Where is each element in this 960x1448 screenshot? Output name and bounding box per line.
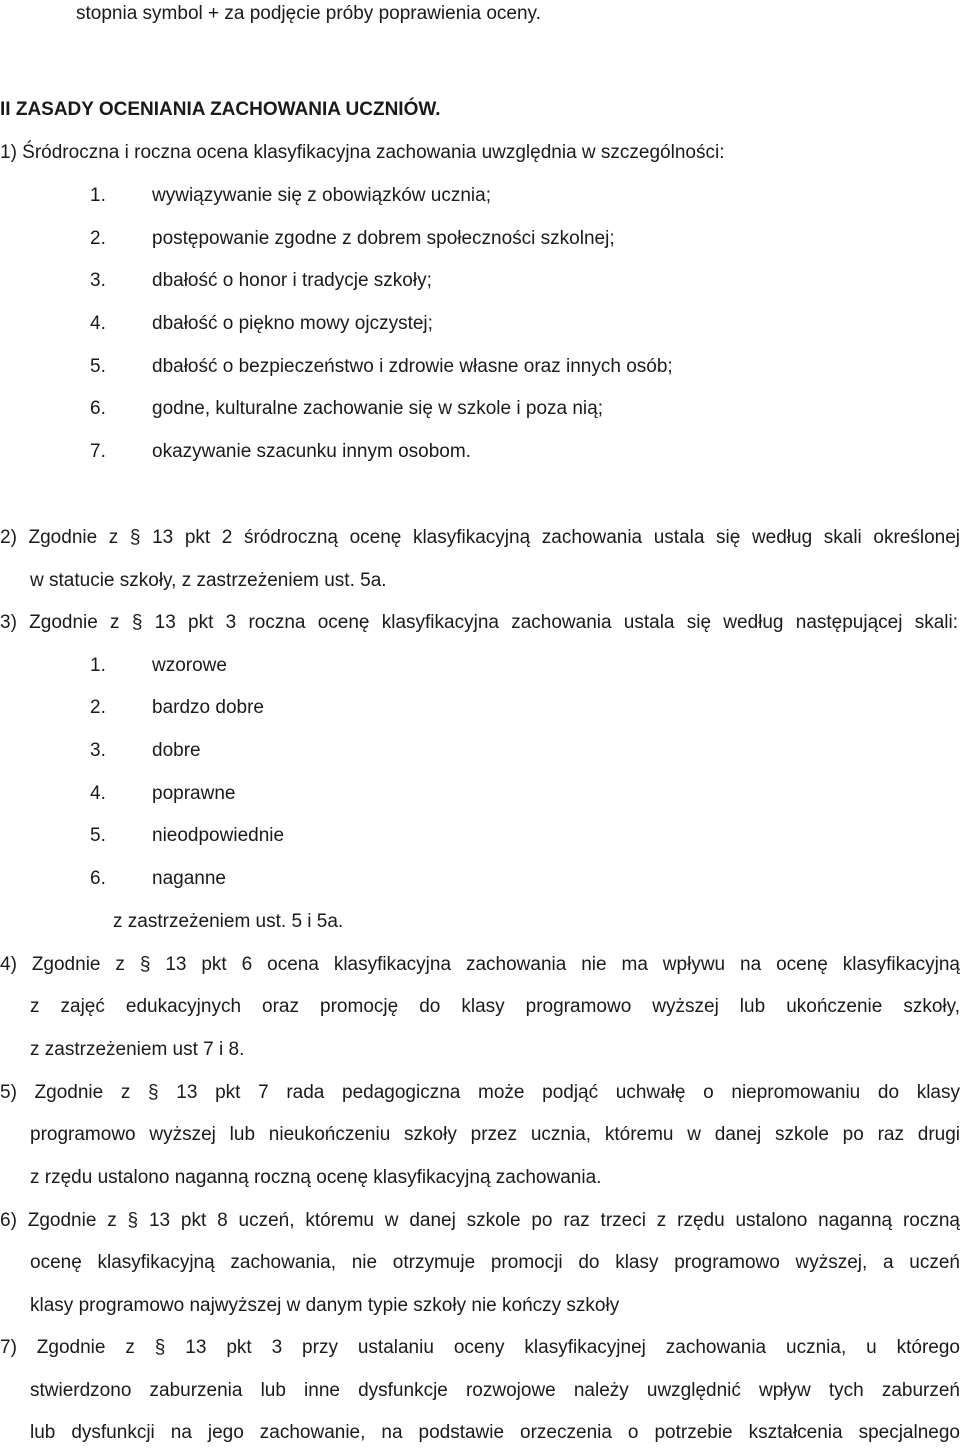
paragraph-2-line-1: 2) Zgodnie z § 13 pkt 2 śródroczną ocenę klasyfikacyjną zachowania ustala się według skali określonej: [0, 527, 960, 548]
paragraph-2-line-2: w statucie szkoły, z zastrzeżeniem ust. 5a.: [30, 570, 387, 591]
list-item: postępowanie zgodne z dobrem społeczności szkolnej;: [152, 228, 615, 249]
list-item: wzorowe: [152, 655, 227, 676]
list-number: 1.: [90, 655, 106, 676]
paragraph-5-line-2: programowo wyższej lub nieukończeniu szkoły przez ucznia, któremu w danej szkole po raz drugi: [30, 1124, 960, 1145]
list-number: 3.: [90, 270, 106, 291]
section-title: II ZASADY OCENIANIA ZACHOWANIA UCZNIÓW.: [0, 99, 441, 120]
paragraph-7-line-1: 7) Zgodnie z § 13 pkt 3 przy ustalaniu oceny klasyfikacyjnej zachowania ucznia, u którego: [0, 1337, 960, 1358]
paragraph-3-intro: 3) Zgodnie z § 13 pkt 3 roczna ocenę klasyfikacyjna zachowania ustala się według następującej skali:: [0, 612, 958, 633]
list-item: godne, kulturalne zachowanie się w szkole i poza nią;: [152, 398, 603, 419]
list-item: dbałość o bezpieczeństwo i zdrowie własne oraz innych osób;: [152, 356, 673, 377]
paragraph-5-line-3: z rzędu ustalono naganną roczną ocenę klasyfikacyjną zachowania.: [30, 1167, 602, 1188]
paragraph-6-line-2: ocenę klasyfikacyjną zachowania, nie otrzymuje promocji do klasy programowo wyższej, a uczeń: [30, 1252, 960, 1273]
list-number: 2.: [90, 697, 106, 718]
paragraph-3-note: z zastrzeżeniem ust. 5 i 5a.: [113, 911, 344, 932]
paragraph-6-line-3: klasy programowo najwyższej w danym typie szkoły nie kończy szkoły: [30, 1295, 620, 1316]
paragraph-4-line-2: z zajęć edukacyjnych oraz promocję do klasy programowo wyższej lub ukończenie szkoły,: [30, 996, 960, 1017]
list-item: dobre: [152, 740, 201, 761]
list-item: naganne: [152, 868, 226, 889]
paragraph-5-line-1: 5) Zgodnie z § 13 pkt 7 rada pedagogiczna może podjąć uchwałę o niepromowaniu do klasy: [0, 1082, 960, 1103]
list-number: 6.: [90, 868, 106, 889]
list-item: okazywanie szacunku innym osobom.: [152, 441, 471, 462]
list-item: wywiązywanie się z obowiązków ucznia;: [152, 185, 491, 206]
list-item: poprawne: [152, 783, 236, 804]
list-number: 5.: [90, 825, 106, 846]
paragraph-4-line-3: z zastrzeżeniem ust 7 i 8.: [30, 1039, 245, 1060]
list-number: 6.: [90, 398, 106, 419]
list-item: nieodpowiednie: [152, 825, 285, 846]
list-item: bardzo dobre: [152, 697, 264, 718]
paragraph-1-intro: 1) Śródroczna i roczna ocena klasyfikacyjna zachowania uwzględnia w szczególności:: [0, 142, 725, 163]
list-number: 5.: [90, 356, 106, 377]
list-number: 1.: [90, 185, 106, 206]
list-item: dbałość o honor i tradycje szkoły;: [152, 270, 432, 291]
list-number: 2.: [90, 228, 106, 249]
paragraph-4-line-1: 4) Zgodnie z § 13 pkt 6 ocena klasyfikacyjna zachowania nie ma wpływu na ocenę klasyfikacyjną: [0, 954, 960, 975]
list-number: 7.: [90, 441, 106, 462]
list-item: dbałość o piękno mowy ojczystej;: [152, 313, 433, 334]
paragraph-7-line-3: lub dysfunkcji na jego zachowanie, na podstawie orzeczenia o potrzebie kształcenia specjalnego: [30, 1422, 960, 1443]
list-number: 4.: [90, 783, 106, 804]
paragraph-7-line-2: stwierdzono zaburzenia lub inne dysfunkcje rozwojowe należy uwzględnić wpływ tych zaburzeń: [30, 1380, 960, 1401]
list-number: 4.: [90, 313, 106, 334]
list-number: 3.: [90, 740, 106, 761]
top-line: stopnia symbol + za podjęcie próby poprawienia oceny.: [76, 3, 541, 24]
paragraph-6-line-1: 6) Zgodnie z § 13 pkt 8 uczeń, któremu w danej szkole po raz trzeci z rzędu ustalono naganną roczną: [0, 1210, 960, 1231]
